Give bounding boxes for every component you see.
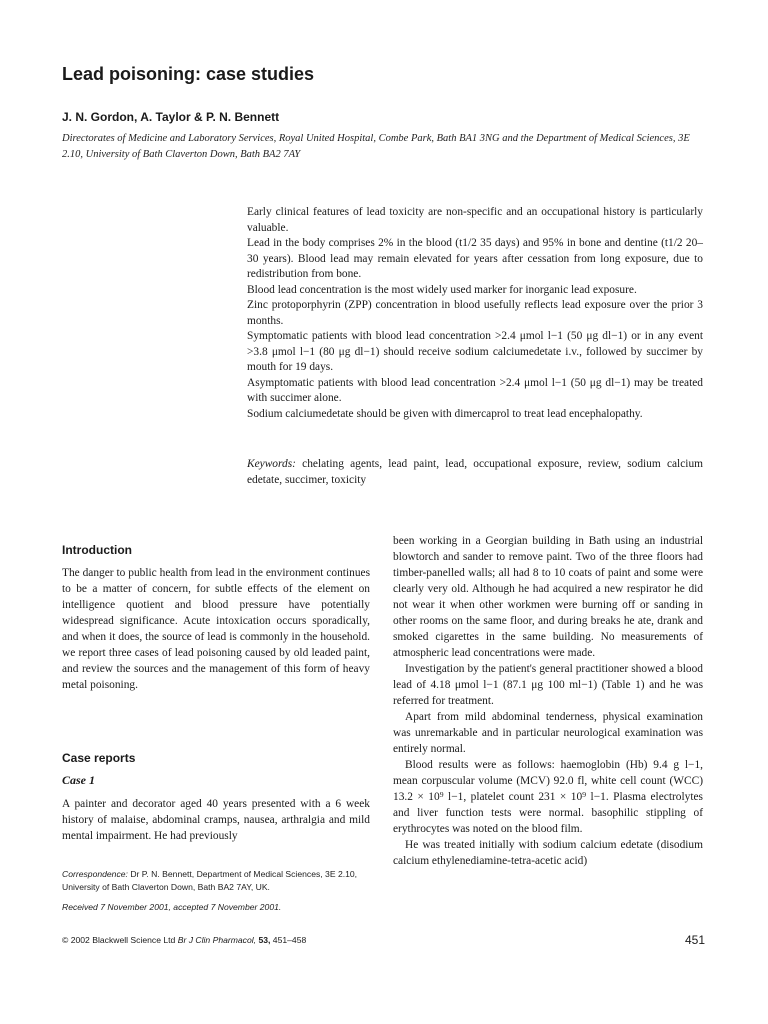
correspondence-label: Correspondence: (62, 869, 128, 879)
received-date: Received 7 November 2001, accepted 7 November 2001. (62, 902, 282, 912)
body-paragraph: been working in a Georgian building in Bath using an industrial blowtorch and sander to remove paint. Two of the three floors had timber-panelled walls; all had 8 to 10 coats of paint and some were clearly very old. Although he had acquired a new respirator he did not wear it when other workmen were burning off or sanding in other rooms on the same floor, and during breaks he ate, drank and smoked cigarettes in the same building. No measurements of atmospheric lead concentrations were made. (393, 535, 703, 659)
abstract-paragraph: Blood lead concentration is the most widely used marker for inorganic lead exposure. (247, 283, 637, 296)
introduction-body (62, 565, 370, 693)
body-paragraph: Investigation by the patient's general practitioner showed a blood lead of 4.18 μmol l−1 (87.1 μg 100 ml−1) (Table 1) and he was referred for treatment. (393, 663, 703, 707)
abstract-paragraph: Lead in the body comprises 2% in the blood (t1/2 35 days) and 95% in bone and dentine (t1/2 20–30 years). Blood lead may remain elevated for years after cessation from long exposure, due to redistribution from bone. (247, 237, 703, 280)
abstract-box (247, 205, 703, 422)
footer-copyright: © 2002 Blackwell Science Ltd (62, 935, 176, 945)
abstract-paragraph: Early clinical features of lead toxicity are non-specific and an occupational history is particularly valuable. (247, 206, 703, 234)
footer-journal: Br J Clin Pharmacol, (177, 935, 257, 945)
body-paragraph: Blood results were as follows: haemoglobin (Hb) 9.4 g l−1, mean corpuscular volume (MCV) 92.0 fl, white cell count (WCC) 13.2 × 10⁹ l−1, platelet count 231 × 10⁹ l−1. Plasma electrolytes and liver function tests were normal. basophilic stippling of erythrocytes was noted on the blood film. (393, 759, 703, 835)
article-title: Lead poisoning: case studies (62, 64, 315, 84)
introduction-heading: Introduction (62, 543, 132, 557)
abstract-paragraph: Zinc protoporphyrin (ZPP) concentration in blood usefully reflects lead exposure over the prior 3 months. (247, 299, 703, 327)
author-list: J. N. Gordon, A. Taylor & P. N. Bennett (62, 110, 280, 124)
introduction-paragraph: The danger to public health from lead in the environment continues to be a matter of concern, for subtle effects of the element on intelligence quotient and blood pressure have potentially widespread significance. Acute intoxication occurs sporadically, and when it does, the source of lead is commonly in the household. we report three cases of lead poisoning caused by old leaded paint, and review the sources and the management of this form of heavy metal poisoning. (62, 567, 370, 691)
case-1-subheading: Case 1 (62, 773, 95, 787)
keywords-list: chelating agents, lead paint, lead, occupational exposure, review, sodium calcium edetate, succimer, toxicity (247, 458, 703, 486)
page-number: 451 (684, 933, 705, 947)
body-paragraph: He was treated initially with sodium calcium edetate (disodium calcium ethylenediamine-tetra-acetic acid) (393, 839, 703, 867)
case-1-paragraph: A painter and decorator aged 40 years presented with a 6 week history of malaise, abdominal cramps, nausea, arthralgia and mild mental impairment. He had previously (62, 798, 370, 842)
author-affiliation: Directorates of Medicine and Laboratory Services, Royal United Hospital, Combe Park, Bath BA1 3NG and the Department of Medical Sciences, 3E 2.10, University of Bath Claverton Down, Bath BA2 7AY (62, 133, 690, 160)
footer-pages: 451–458 (272, 935, 307, 945)
right-column-body (393, 533, 703, 869)
correspondence-note (62, 868, 370, 894)
case-1-body (62, 796, 370, 844)
body-paragraph: Apart from mild abdominal tenderness, physical examination was unremarkable and in particular neurological examination was entirely normal. (393, 711, 703, 755)
case-reports-heading: Case reports (62, 751, 136, 765)
correspondence-text: Dr P. N. Bennett, Department of Medical Sciences, 3E 2.10, University of Bath Claverton Down, Bath BA2 7AY, UK. (62, 869, 358, 892)
footer-volume: 53, (258, 935, 271, 945)
footer-citation (62, 935, 306, 945)
abstract-paragraph: Sodium calciumedetate should be given with dimercaprol to treat lead encephalopathy. (247, 407, 643, 420)
abstract-paragraph: Symptomatic patients with blood lead concentration >2.4 μmol l−1 (50 μg dl−1) or in any event >3.8 μmol l−1 (80 μg dl−1) should receive sodium calciumedetate i.v., followed by succimer by mouth for 19 days. (247, 330, 703, 373)
keywords-label: Keywords: (247, 458, 296, 470)
abstract-paragraph: Asymptomatic patients with blood lead concentration >2.4 μmol l−1 (50 μg dl−1) may be treated with succimer alone. (247, 376, 703, 404)
keywords (247, 457, 703, 488)
